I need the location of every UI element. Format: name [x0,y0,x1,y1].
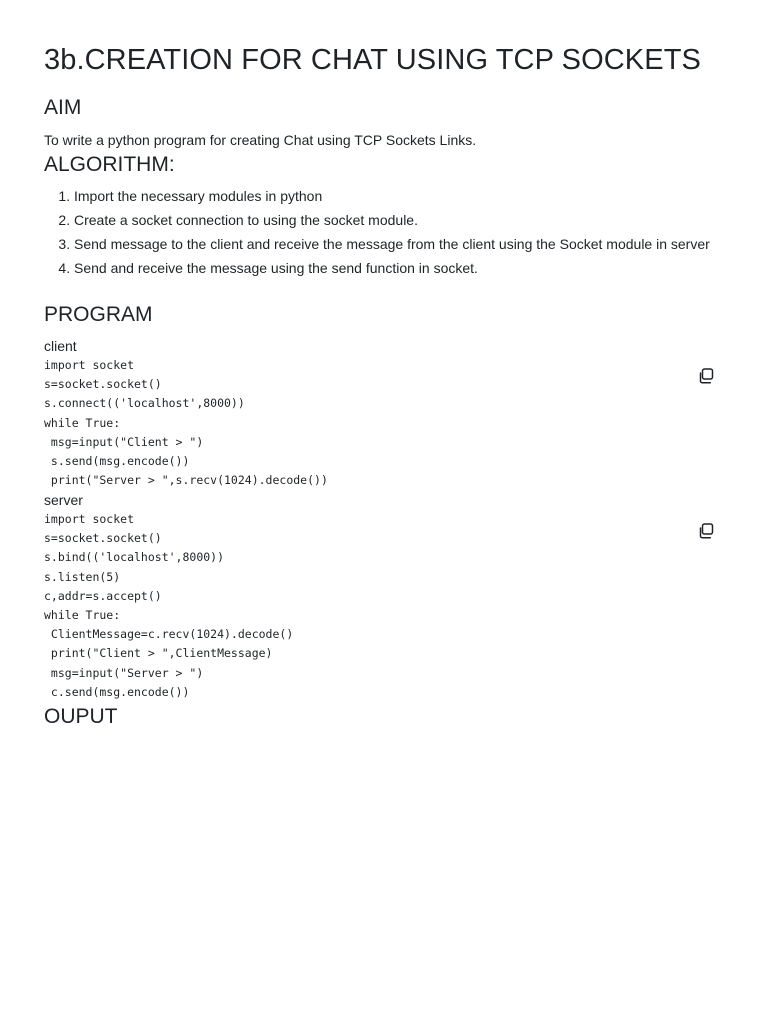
algorithm-step: 3. Send message to the client and receive the message from the client using the Socket module in server [74,234,724,255]
copy-icon [697,522,715,540]
server-code-block[interactable]: import socket s=socket.socket() s.bind(('localhost',8000)) s.listen(5) c,addr=s.accept() while True: ClientMessage=c.recv(1024).decode() print("Client > ",ClientMessage) msg=input("Server > ") c.send(msg.encode()) [44,512,294,699]
server-label: server [44,492,83,508]
copy-client-code-button[interactable] [697,367,715,385]
algorithm-step: 4. Send and receive the message using the send function in socket. [74,258,724,279]
copy-server-code-button[interactable] [697,522,715,540]
page-title: 3b.CREATION FOR CHAT USING TCP SOCKETS [44,44,701,76]
copy-icon [697,367,715,385]
algorithm-step: 2. Create a socket connection to using the socket module. [74,210,724,231]
client-label: client [44,338,77,354]
output-heading: OUPUT [44,705,118,728]
algorithm-step: 1. Import the necessary modules in python [74,186,724,207]
algorithm-heading: ALGORITHM: [44,153,175,176]
client-code-block[interactable]: import socket s=socket.socket() s.connect(('localhost',8000)) while True: msg=input("Client > ") s.send(msg.encode()) print("Server > ",s.recv(1024).decode()) [44,358,328,488]
algorithm-steps [44,186,724,282]
aim-text: To write a python program for creating Chat using TCP Sockets Links. [44,132,477,148]
aim-heading: AIM [44,96,82,119]
program-heading: PROGRAM [44,303,153,326]
